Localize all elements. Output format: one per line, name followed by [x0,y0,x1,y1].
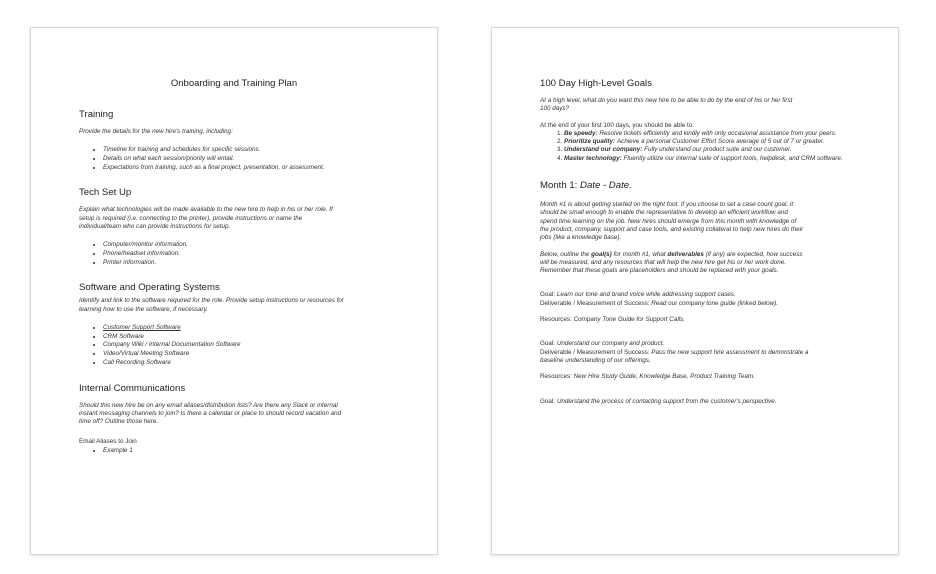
month-para2-line [540,251,850,259]
training-intro: Provide the details for the new hire's training, including: [79,128,233,135]
software-list [79,324,389,368]
goals-heading: 100 Day High-Level Goals [540,78,652,89]
list-item: • Call Recording Software [103,359,389,368]
resources-line [540,316,850,324]
month-heading [540,180,850,191]
list-item [564,155,850,163]
internal-comms-intro-line: instant messaging channels to join? Is there a calendar or place to should record vacation and [79,409,342,417]
deliverable-line [540,349,850,357]
goal-value: Understand our company and product. [556,340,665,348]
document-title: Onboarding and Training Plan [170,78,298,89]
resources-value: Company Tone Guide for Support Calls. [573,316,686,324]
list-item: • Printer information. [103,259,389,268]
tech-setup-intro-line: setup is required (i.e. connecting to the printer), provide instructions or name the [79,214,303,222]
deliverable-label: Deliverable / Measurement of Success: [540,299,650,307]
month-heading-prefix: Month 1: [540,180,578,192]
text-run: (if any) are expected, how success [703,250,803,258]
list-item: • Computer/monitor information. [103,241,389,250]
month-para2-line: Remember that these goals are placeholders and should be replaced with your goals. [540,267,779,275]
resources-label: Resources: [540,373,572,381]
goal-value: Learn our tone and brand voice while addressing support cases. [556,291,736,299]
final-goal-line [540,398,850,406]
text-run: goal(s) [591,250,612,258]
goal-block-2 [540,340,850,381]
goal-desc: Achieve a personal Customer Effort Score average of 5 out of 7 or greater. [616,138,825,146]
list-item [564,138,850,146]
goals-lead: At the end of your first 100 days, you should be able to: [540,121,695,129]
goal-label: Goal: [540,397,556,405]
goal-line [540,291,850,299]
goals-intro-line: 100 days? [540,105,570,113]
goal-desc: Fully understand our product suite and our customer. [644,146,792,154]
goal-block-1 [540,291,850,324]
tech-setup-list [79,241,389,267]
goals-list [540,130,850,163]
resources-value: New Hire Study Guide, Knowledge Base, Product Training Team. [573,373,755,381]
deliverable-value: Pass the new support hire assessment to demonstrate a [651,348,809,356]
software-intro-line: learning how to use the software, if necessary. [79,305,209,313]
page-1 [30,27,438,555]
software-intro-line: Identify and link to the software required for the role. Provide setup instructions or resources for [79,297,344,305]
tech-setup-intro-line: Explain what technologies will be made available to the new hire to help in his or her role. If [79,206,333,214]
goal-name: Master technology: [564,154,622,162]
goals-intro-line: At a high level, what do you want this new hire to be able to do by the end of his or her first [540,97,793,104]
tech-setup-heading: Tech Set Up [79,187,132,199]
goal-name: Prioritize quality: [564,138,616,146]
text-run: for month #1, what [611,250,668,258]
list-item: • Example 1 [103,447,389,456]
list-item: • Timeline for training and schedules for specific sessions. [103,146,389,155]
month-para-line: Month #1 is about getting started on the right foot. If you choose to set a case count goal, it [540,201,794,209]
list-item: • Company Wiki / Internal Documentation Software [103,341,389,350]
text-run: deliverables [667,250,704,258]
goal-desc: Fluently utilize our internal suite of support tools, helpdesk, and CRM software. [623,154,843,162]
month-para-line: spend time learning on the job. New hires should emerge from this month with knowledge of [540,217,797,225]
list-item: • CRM Software [103,333,389,342]
goal-label: Goal: [540,291,556,299]
list-item[interactable] [103,324,389,333]
training-heading: Training [79,109,114,120]
internal-comms-intro-line: time off? Outline those here. [79,418,159,426]
list-item: • Video/Virtual Meeting Software [103,350,389,359]
month-para-line: the product, company, support and case tools, and existing collateral to help new hires do their [540,225,804,233]
text-run: Below, outline the [540,250,592,258]
list-item: • Phone/headset information. [103,250,389,259]
goal-line [540,340,850,348]
software-heading: Software and Operating Systems [79,282,220,294]
month-para-line: jobs (like a knowledge base). [540,234,622,242]
customer-support-software-link[interactable]: Customer Support Software [103,324,181,331]
email-aliases-list [79,447,389,456]
internal-comms-heading: Internal Communications [79,382,186,394]
resources-line [540,373,850,381]
goal-name: Be speedy: [564,129,598,137]
list-item [564,130,850,138]
list-item: • Details on what each session/priority will entail. [103,155,389,164]
internal-comms-intro-line: Should this new hire be on any email aliases/distribution lists? Are there any Slack or internal [79,401,338,409]
tech-setup-intro-line: individual/team who can provide instructions for setup. [79,223,231,230]
deliverable-value-cont: baseline understanding of our offerings. [540,356,651,364]
month-para-line: should be small enough to enable the representative to develop an efficient workflow and [540,209,788,217]
goal-value: Understand the process of contacting support from the customer's perspective. [556,397,777,405]
email-aliases-label: Email Aliases to Join [79,438,137,446]
goal-desc: Resolve tickets efficiently and kindly with only occasional assistance from your peers. [599,129,837,137]
resources-label: Resources: [540,316,572,324]
month-para2-line: will be measured, and any resources that will help the new hire get his or her work done. [540,258,787,266]
month-heading-suffix: Date - Date. [580,180,632,192]
deliverable-line [540,300,850,308]
page-2 [491,27,899,555]
deliverable-value: Read our company tone guide (linked below). [651,299,779,307]
list-item [564,146,850,154]
goal-label: Goal: [540,340,556,348]
goal-name: Understand our company: [564,146,643,154]
training-list [79,146,389,172]
deliverable-label: Deliverable / Measurement of Success: [540,348,650,356]
list-item: • Expectations from training, such as a final project, presentation, or assessment. [103,164,389,173]
